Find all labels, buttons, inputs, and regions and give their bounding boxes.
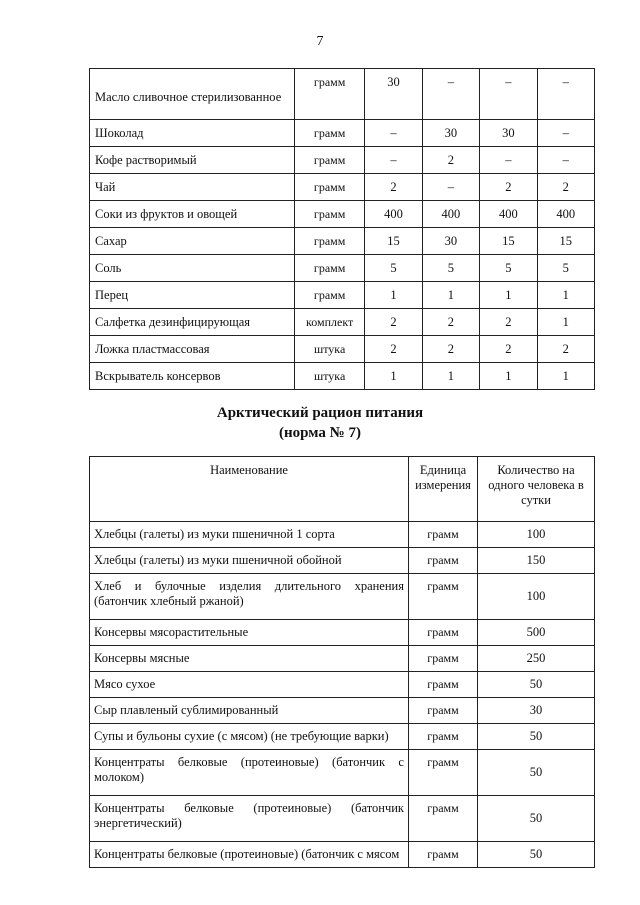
- item-name: Супы и бульоны сухие (с мясом) (не требующие варки): [90, 724, 409, 750]
- item-name: Вскрыватель консервов: [90, 363, 295, 390]
- item-name: Кофе растворимый: [90, 147, 295, 174]
- item-name: Консервы мясные: [90, 646, 409, 672]
- item-name: Салфетка дезинфицирующая: [90, 309, 295, 336]
- item-unit: грамм: [295, 147, 365, 174]
- item-qty: –: [480, 69, 537, 120]
- item-unit: штука: [295, 336, 365, 363]
- item-unit: грамм: [409, 796, 478, 842]
- item-name: Хлеб и булочные изделия длительного хранения (батончик хлебный ржаной): [90, 574, 409, 620]
- item-unit: грамм: [295, 201, 365, 228]
- item-qty: 250: [478, 646, 595, 672]
- item-qty: 500: [478, 620, 595, 646]
- item-name: Чай: [90, 174, 295, 201]
- item-name: Консервы мясорастительные: [90, 620, 409, 646]
- item-qty: 2: [422, 147, 479, 174]
- item-qty: 2: [480, 174, 537, 201]
- item-qty: 1: [537, 309, 594, 336]
- table-row: [90, 548, 595, 574]
- item-qty: –: [365, 147, 422, 174]
- item-name: Ложка пластмассовая: [90, 336, 295, 363]
- table-row: [90, 255, 595, 282]
- table-header-row: [90, 457, 595, 522]
- item-unit: грамм: [409, 574, 478, 620]
- item-qty: 30: [478, 698, 595, 724]
- item-qty: 400: [537, 201, 594, 228]
- table-row: [90, 750, 595, 796]
- item-qty: 50: [478, 750, 595, 796]
- item-qty: 30: [422, 120, 479, 147]
- item-qty: –: [537, 147, 594, 174]
- item-qty: 1: [365, 282, 422, 309]
- item-qty: 400: [480, 201, 537, 228]
- item-name: Сахар: [90, 228, 295, 255]
- item-qty: 2: [422, 309, 479, 336]
- item-unit: грамм: [409, 620, 478, 646]
- item-qty: 1: [480, 363, 537, 390]
- item-unit: грамм: [409, 842, 478, 868]
- item-qty: 1: [422, 363, 479, 390]
- item-unit: грамм: [295, 282, 365, 309]
- item-unit: грамм: [295, 255, 365, 282]
- item-qty: –: [480, 147, 537, 174]
- table-row: [90, 120, 595, 147]
- item-unit: грамм: [409, 698, 478, 724]
- table-row: [90, 724, 595, 750]
- item-qty: –: [537, 69, 594, 120]
- item-qty: 2: [365, 174, 422, 201]
- item-unit: грамм: [295, 120, 365, 147]
- item-unit: грамм: [295, 69, 365, 120]
- table-row: [90, 646, 595, 672]
- table-row: [90, 228, 595, 255]
- item-unit: грамм: [409, 750, 478, 796]
- item-qty: 100: [478, 574, 595, 620]
- table-row: [90, 174, 595, 201]
- item-qty: 150: [478, 548, 595, 574]
- item-name: Концентраты белковые (протеиновые) (батончик с молоком): [90, 750, 409, 796]
- item-qty: 2: [422, 336, 479, 363]
- item-qty: 1: [480, 282, 537, 309]
- table-row: [90, 672, 595, 698]
- item-qty: 50: [478, 724, 595, 750]
- table-row: [90, 147, 595, 174]
- column-header-qty: Количество на одного человека в сутки: [478, 457, 595, 522]
- item-qty: –: [365, 120, 422, 147]
- item-name: Концентраты белковые (протеиновые) (батончик энергетический): [90, 796, 409, 842]
- section-title: Арктический рацион питания: [216, 405, 424, 421]
- item-qty: 50: [478, 796, 595, 842]
- item-name: Хлебцы (галеты) из муки пшеничной 1 сорта: [90, 522, 409, 548]
- table-row: [90, 363, 595, 390]
- item-unit: комплект: [295, 309, 365, 336]
- item-qty: 30: [480, 120, 537, 147]
- item-qty: 30: [422, 228, 479, 255]
- table-row: [90, 574, 595, 620]
- item-qty: 2: [365, 309, 422, 336]
- item-qty: 2: [537, 174, 594, 201]
- item-name: Шоколад: [90, 120, 295, 147]
- item-qty: 5: [365, 255, 422, 282]
- item-unit: грамм: [409, 522, 478, 548]
- item-qty: 100: [478, 522, 595, 548]
- item-name: Масло сливочное стерилизованное: [90, 69, 295, 120]
- item-name: Соки из фруктов и овощей: [90, 201, 295, 228]
- item-qty: 15: [365, 228, 422, 255]
- item-unit: грамм: [409, 646, 478, 672]
- item-qty: –: [422, 69, 479, 120]
- item-qty: 5: [480, 255, 537, 282]
- item-qty: –: [422, 174, 479, 201]
- item-qty: 5: [537, 255, 594, 282]
- item-qty: 2: [480, 309, 537, 336]
- item-unit: грамм: [295, 228, 365, 255]
- column-header-unit: Единица измерения: [409, 457, 478, 522]
- item-name: Мясо сухое: [90, 672, 409, 698]
- page-number: 7: [316, 34, 324, 49]
- table-row: [90, 201, 595, 228]
- table-row: [90, 698, 595, 724]
- table-row: [90, 796, 595, 842]
- item-qty: 2: [365, 336, 422, 363]
- item-qty: 2: [480, 336, 537, 363]
- item-qty: 1: [537, 282, 594, 309]
- item-qty: 2: [537, 336, 594, 363]
- supplies-table: [89, 68, 595, 390]
- item-qty: –: [537, 120, 594, 147]
- table-row: [90, 620, 595, 646]
- item-name: Хлебцы (галеты) из муки пшеничной обойной: [90, 548, 409, 574]
- item-qty: 5: [422, 255, 479, 282]
- item-unit: грамм: [409, 548, 478, 574]
- item-qty: 1: [422, 282, 479, 309]
- item-qty: 400: [422, 201, 479, 228]
- table-row: [90, 336, 595, 363]
- item-unit: штука: [295, 363, 365, 390]
- item-unit: грамм: [295, 174, 365, 201]
- table-row: [90, 282, 595, 309]
- item-qty: 50: [478, 672, 595, 698]
- item-name: Концентраты белковые (протеиновые) (батончик с мясом: [90, 842, 409, 868]
- arctic-ration-table: [89, 456, 595, 868]
- item-name: Сыр плавленый сублимированный: [90, 698, 409, 724]
- item-qty: 50: [478, 842, 595, 868]
- item-qty: 1: [537, 363, 594, 390]
- column-header-name: Наименование: [90, 457, 409, 522]
- item-name: Соль: [90, 255, 295, 282]
- item-qty: 15: [480, 228, 537, 255]
- item-name: Перец: [90, 282, 295, 309]
- item-qty: 30: [365, 69, 422, 120]
- item-unit: грамм: [409, 672, 478, 698]
- item-qty: 1: [365, 363, 422, 390]
- table-row: [90, 522, 595, 548]
- item-qty: 15: [537, 228, 594, 255]
- table-row: [90, 69, 595, 120]
- item-unit: грамм: [409, 724, 478, 750]
- section-subtitle: (норма № 7): [279, 425, 361, 441]
- table-row: [90, 842, 595, 868]
- item-qty: 400: [365, 201, 422, 228]
- table-row: [90, 309, 595, 336]
